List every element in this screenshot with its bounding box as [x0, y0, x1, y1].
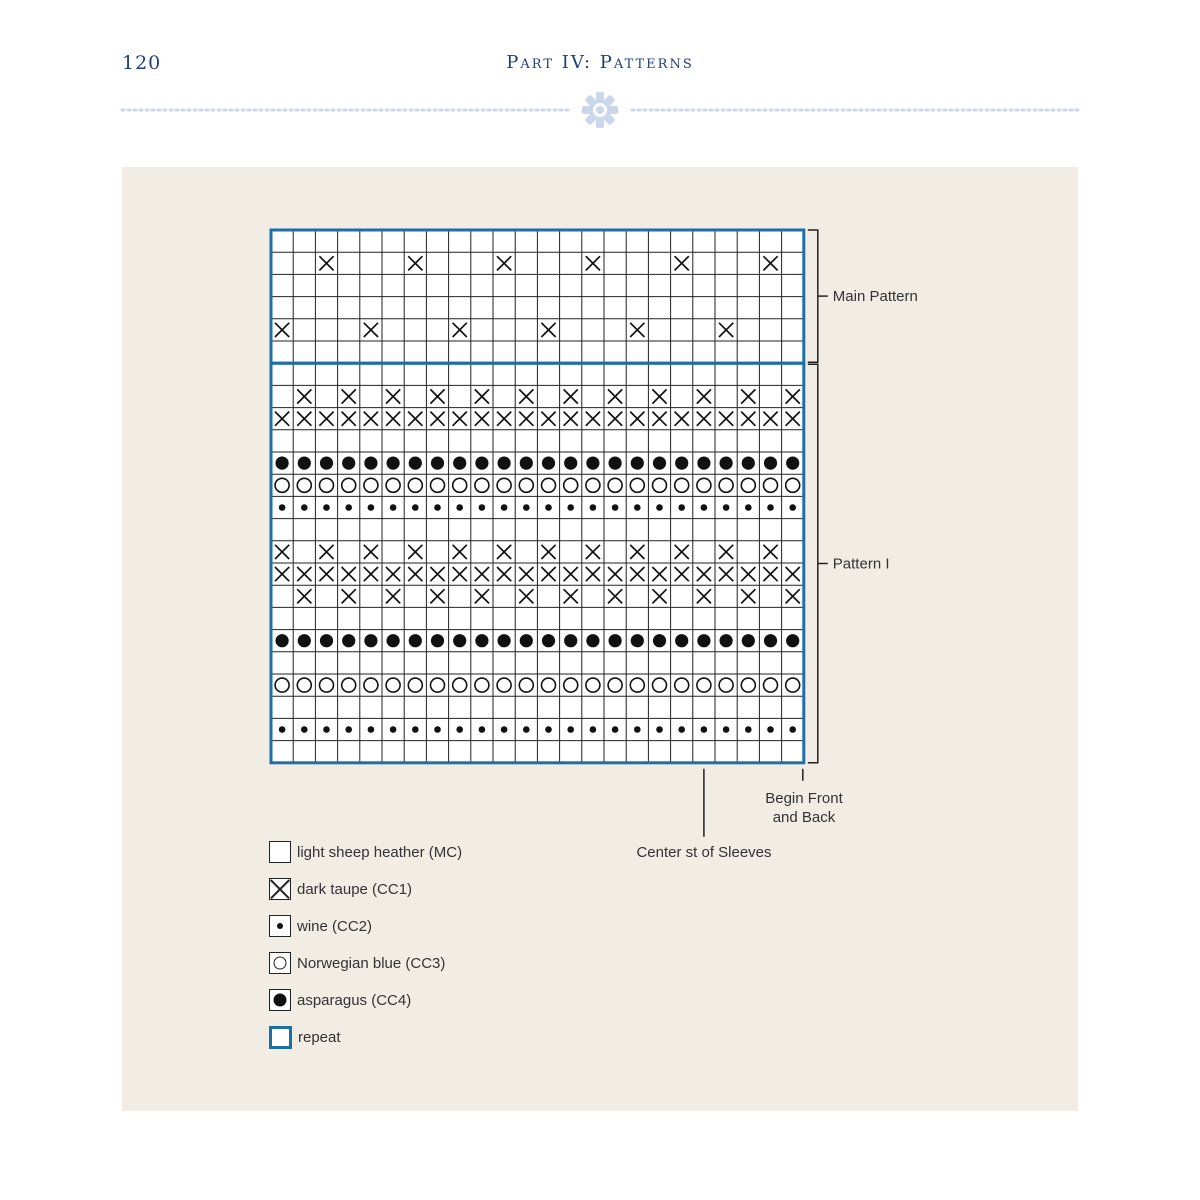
chart-cell-cc4	[342, 634, 355, 647]
chart-cell-cc4	[786, 457, 799, 470]
chart-cell-cc4	[475, 457, 488, 470]
chart-cell-cc2	[723, 504, 730, 511]
chart-cell-cc4	[298, 634, 311, 647]
chart-cell-cc4	[609, 634, 622, 647]
chart-cell-cc4	[631, 457, 644, 470]
chart-cell-cc2	[567, 726, 574, 733]
chart-cell-cc4	[542, 457, 555, 470]
chart-cell-cc4	[276, 634, 289, 647]
chart-cell-cc4	[697, 457, 710, 470]
chart-cell-cc2	[678, 504, 685, 511]
chart-cell-cc2	[567, 504, 574, 511]
chart-cell-cc4	[586, 634, 599, 647]
legend-item	[269, 951, 445, 975]
chart-cell-cc4	[764, 634, 777, 647]
chart-cell-cc2	[345, 504, 352, 511]
chart-cell-cc2	[501, 726, 508, 733]
chart-cell-cc4	[475, 634, 488, 647]
legend-item	[269, 988, 411, 1012]
chart-cell-cc2	[745, 504, 752, 511]
chart-cell-cc4	[520, 634, 533, 647]
chart-cell-cc4	[320, 634, 333, 647]
chart-cell-cc2	[678, 726, 685, 733]
legend-swatch-x-icon	[269, 878, 291, 900]
chart-cell-cc2	[301, 726, 308, 733]
chart-cell-cc2	[434, 726, 441, 733]
chart-cell-cc4	[653, 634, 666, 647]
chart-cell-cc2	[590, 726, 597, 733]
legend-swatch-dot-large-icon	[269, 989, 291, 1011]
page-number: 120	[122, 52, 162, 74]
chart-cell-cc2	[767, 726, 774, 733]
chart-cell-cc2	[612, 726, 619, 733]
chart-cell-cc2	[523, 504, 530, 511]
chart-cell-cc2	[545, 504, 552, 511]
chart-cell-cc4	[364, 457, 377, 470]
chart-cell-cc2	[368, 504, 375, 511]
chart-cell-cc4	[564, 634, 577, 647]
legend-swatch-blank-icon	[269, 841, 291, 863]
chart-cell-cc4	[431, 634, 444, 647]
snowflake-ornament-icon	[582, 92, 618, 128]
chart-cell-cc2	[345, 726, 352, 733]
chart-cell-cc2	[656, 504, 663, 511]
chart-cell-cc2	[545, 726, 552, 733]
legend-item	[269, 840, 462, 864]
chart-cell-cc2	[501, 504, 508, 511]
legend-item	[269, 914, 372, 938]
chart-cell-cc2	[390, 726, 397, 733]
chart-cell-cc4	[631, 634, 644, 647]
chart-cell-cc2	[323, 504, 330, 511]
chart-cell-cc4	[653, 457, 666, 470]
chart-cell-cc4	[453, 457, 466, 470]
legend-item	[269, 877, 412, 901]
chart-cell-cc4	[498, 634, 511, 647]
chart-cell-cc2	[368, 726, 375, 733]
chart-cell-cc2	[590, 504, 597, 511]
chart-cell-cc2	[745, 726, 752, 733]
chart-cell-cc4	[431, 457, 444, 470]
chart-cell-cc4	[742, 634, 755, 647]
chart-cell-cc4	[564, 457, 577, 470]
chart-cell-cc4	[697, 634, 710, 647]
chart-cell-cc2	[412, 504, 419, 511]
chart-cell-cc2	[789, 504, 796, 511]
legend-label: Norwegian blue (CC3)	[297, 954, 446, 972]
begin-front-back-label: Begin Front and Back	[765, 790, 843, 826]
chart-cell-cc2	[612, 504, 619, 511]
chart-cell-cc4	[786, 634, 799, 647]
header-divider	[0, 86, 1200, 130]
chart-cell-cc2	[323, 726, 330, 733]
legend-label: light sheep heather (MC)	[297, 843, 463, 861]
chart-cell-cc2	[634, 504, 641, 511]
legend-item	[269, 1025, 341, 1049]
legend-label: repeat	[298, 1028, 341, 1046]
chart-cell-cc4	[675, 634, 688, 647]
chart-cell-cc4	[453, 634, 466, 647]
chart-cell-cc2	[479, 504, 486, 511]
chart-cell-cc4	[387, 457, 400, 470]
center-sleeves-label: Center st of Sleeves	[636, 844, 772, 861]
section-bracket	[808, 230, 818, 362]
chart-cell-cc4	[409, 457, 422, 470]
chart-cell-cc2	[701, 726, 708, 733]
chart-cell-cc4	[276, 457, 289, 470]
legend-swatch-ring-icon	[269, 952, 291, 974]
chart-cell-cc2	[523, 726, 530, 733]
chart-cell-cc4	[764, 457, 777, 470]
chart-cell-cc4	[387, 634, 400, 647]
chart-cell-cc4	[320, 457, 333, 470]
running-head: Part IV: Patterns	[506, 52, 694, 73]
chart-cell-cc4	[298, 457, 311, 470]
chart-cell-cc2	[701, 504, 708, 511]
chart-cell-cc4	[364, 634, 377, 647]
chart-cell-cc4	[586, 457, 599, 470]
legend-swatch-dot-small-icon	[269, 915, 291, 937]
legend-label: dark taupe (CC1)	[297, 880, 413, 898]
chart-cell-cc4	[542, 634, 555, 647]
section-bracket	[808, 364, 818, 763]
chart-cell-cc4	[609, 457, 622, 470]
chart-cell-cc2	[767, 504, 774, 511]
chart-cell-cc2	[390, 504, 397, 511]
chart-cell-cc2	[279, 504, 286, 511]
section-label: Main Pattern	[832, 288, 918, 306]
chart-cell-cc4	[675, 457, 688, 470]
chart-cell-cc2	[789, 726, 796, 733]
section-label: Pattern I	[832, 555, 890, 573]
chart-cell-cc4	[342, 457, 355, 470]
chart-cell-cc2	[634, 726, 641, 733]
chart-cell-cc2	[412, 726, 419, 733]
chart-cell-cc2	[723, 726, 730, 733]
legend-label: wine (CC2)	[297, 917, 373, 935]
chart-cell-cc2	[301, 504, 308, 511]
chart-cell-cc4	[720, 634, 733, 647]
chart-cell-cc4	[520, 457, 533, 470]
chart-cell-cc4	[498, 457, 511, 470]
chart-cell-cc4	[720, 457, 733, 470]
chart-cell-cc2	[456, 726, 463, 733]
chart-cell-cc2	[456, 504, 463, 511]
chart-cell-cc4	[409, 634, 422, 647]
chart-cell-cc2	[479, 726, 486, 733]
chart-cell-cc4	[742, 457, 755, 470]
knitting-chart	[122, 167, 1078, 1111]
chart-cell-cc2	[434, 504, 441, 511]
legend-swatch-repeat-icon	[269, 1026, 292, 1049]
chart-cell-cc2	[279, 726, 286, 733]
chart-panel	[122, 167, 1078, 1111]
chart-cell-cc2	[656, 726, 663, 733]
legend-label: asparagus (CC4)	[297, 991, 412, 1009]
